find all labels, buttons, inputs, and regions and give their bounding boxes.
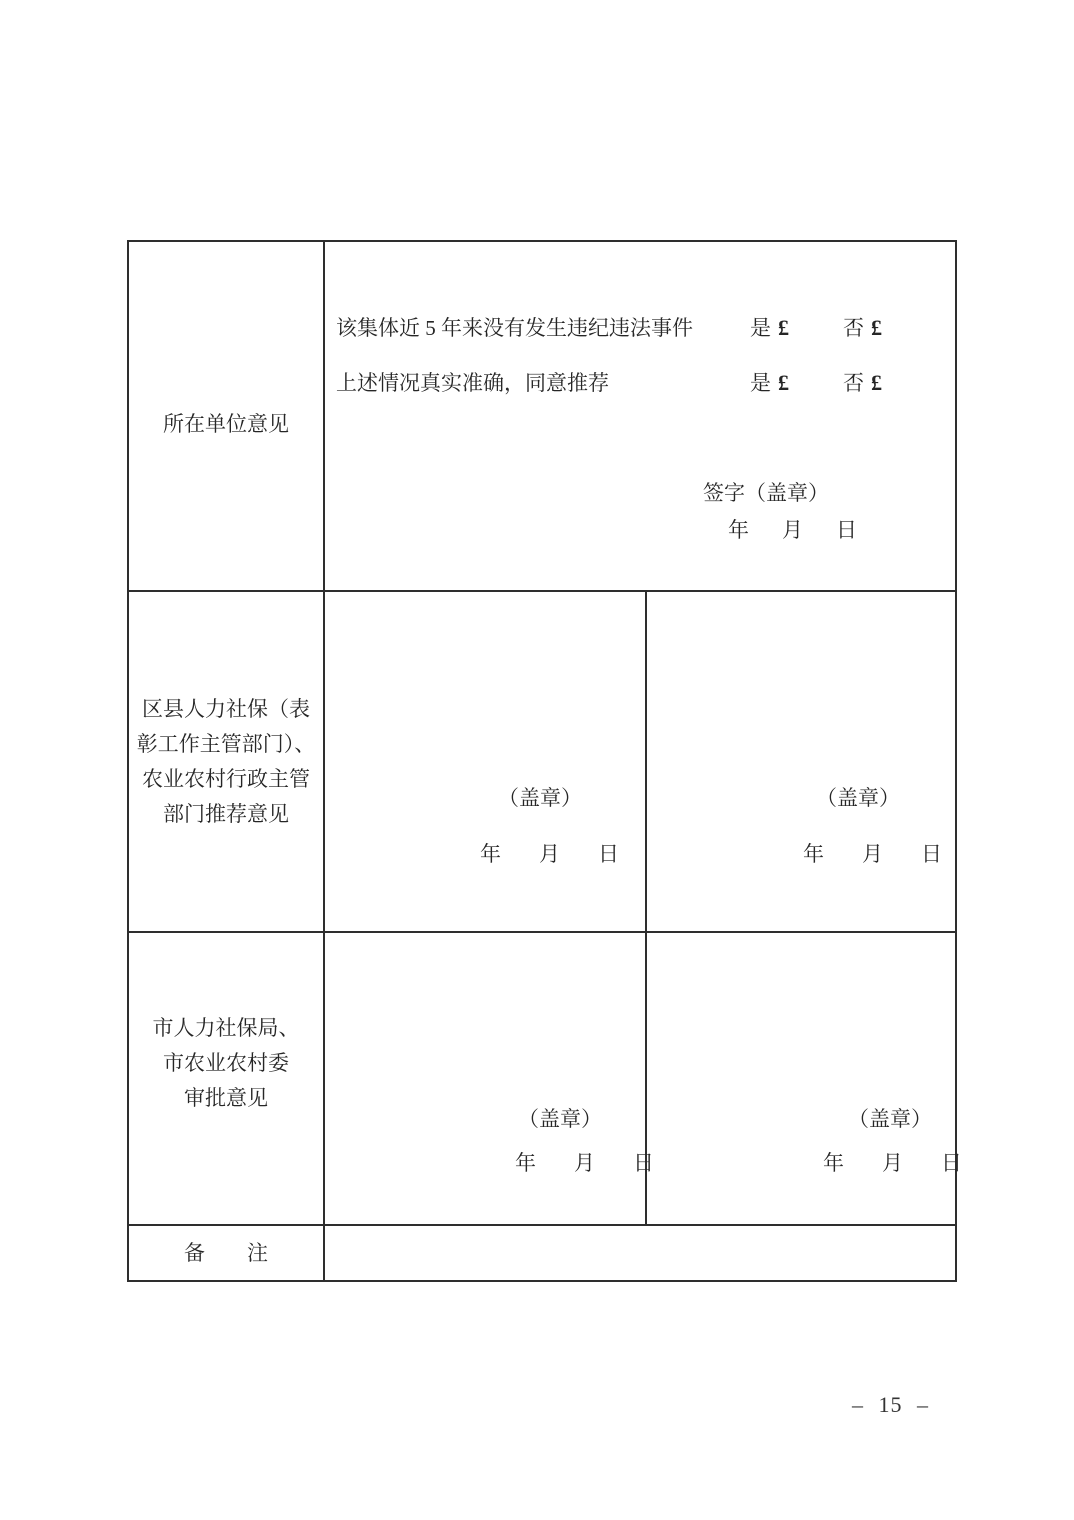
cell-unit-opinion-label bbox=[129, 242, 325, 592]
year-label: 年 bbox=[728, 518, 749, 542]
day-label: 日 bbox=[941, 1151, 962, 1175]
date-line bbox=[515, 1147, 654, 1177]
seal-date-block bbox=[647, 1103, 962, 1177]
day-label: 日 bbox=[598, 842, 619, 866]
date-line bbox=[480, 838, 645, 868]
no-checkbox-icon[interactable]: £ bbox=[871, 370, 882, 395]
cell-district-recommend-right bbox=[647, 592, 955, 933]
day-label: 日 bbox=[633, 1151, 654, 1175]
statement-text: 该集体近 5 年来没有发生违纪违法事件 bbox=[336, 316, 693, 340]
cell-city-approval-right bbox=[647, 933, 962, 1226]
district-recommend-label bbox=[137, 692, 316, 832]
cell-remarks-content bbox=[325, 1226, 955, 1280]
unit-opinion-label: 所在单位意见 bbox=[163, 411, 289, 436]
cell-district-recommend-label bbox=[129, 592, 325, 933]
label-line: 市人力社保局、 bbox=[152, 1016, 300, 1040]
yes-option bbox=[750, 312, 789, 342]
page-number: – 15 – bbox=[852, 1392, 929, 1417]
day-label: 日 bbox=[836, 518, 857, 542]
approval-form-table bbox=[127, 240, 962, 1282]
yes-checkbox-icon[interactable]: £ bbox=[778, 315, 789, 340]
statement-no-violation bbox=[325, 312, 955, 340]
month-label: 月 bbox=[539, 842, 560, 866]
yes-option bbox=[750, 367, 789, 397]
year-label: 年 bbox=[823, 1151, 844, 1175]
date-line bbox=[823, 1147, 962, 1177]
no-option bbox=[843, 312, 882, 342]
date-line bbox=[803, 838, 955, 868]
remarks-label: 备 注 bbox=[184, 1240, 268, 1265]
cell-city-approval-label bbox=[129, 933, 325, 1226]
signature-seal-label: 签字（盖章） bbox=[703, 481, 829, 505]
label-line: 市农业农村委 bbox=[163, 1051, 289, 1075]
seal-date-block bbox=[325, 782, 645, 868]
cell-remarks-label bbox=[129, 1226, 325, 1280]
yes-label: 是 bbox=[750, 371, 771, 395]
year-label: 年 bbox=[803, 842, 824, 866]
label-line: 彰工作主管部门）、 bbox=[136, 731, 316, 756]
date-line bbox=[728, 514, 857, 544]
month-label: 月 bbox=[574, 1151, 595, 1175]
label-line: 农业农村行政主管 bbox=[142, 766, 310, 791]
no-option bbox=[843, 367, 882, 397]
no-label: 否 bbox=[843, 371, 864, 395]
label-line: 部门推荐意见 bbox=[163, 801, 289, 826]
cell-unit-opinion-content bbox=[325, 242, 955, 592]
statement-text: 上述情况真实准确，同意推荐 bbox=[336, 371, 609, 395]
cell-district-recommend-left bbox=[325, 592, 647, 933]
seal-date-block bbox=[325, 1103, 654, 1177]
seal-placeholder: （盖章） bbox=[498, 786, 582, 810]
seal-placeholder: （盖章） bbox=[518, 1107, 602, 1131]
seal-date-block bbox=[647, 782, 955, 868]
seal-placeholder: （盖章） bbox=[816, 786, 900, 810]
label-line: 区县人力社保（表 bbox=[142, 696, 310, 721]
year-label: 年 bbox=[515, 1151, 536, 1175]
statement-accurate-recommend bbox=[325, 367, 955, 395]
no-checkbox-icon[interactable]: £ bbox=[871, 315, 882, 340]
cell-city-approval-left bbox=[325, 933, 654, 1226]
no-label: 否 bbox=[843, 316, 864, 340]
year-label: 年 bbox=[480, 842, 501, 866]
city-approval-label bbox=[153, 1011, 300, 1116]
month-label: 月 bbox=[782, 518, 803, 542]
day-label: 日 bbox=[921, 842, 942, 866]
label-line: 审批意见 bbox=[184, 1086, 268, 1110]
month-label: 月 bbox=[862, 842, 883, 866]
seal-placeholder: （盖章） bbox=[848, 1107, 932, 1131]
month-label: 月 bbox=[882, 1151, 903, 1175]
yes-label: 是 bbox=[750, 316, 771, 340]
yes-checkbox-icon[interactable]: £ bbox=[778, 370, 789, 395]
